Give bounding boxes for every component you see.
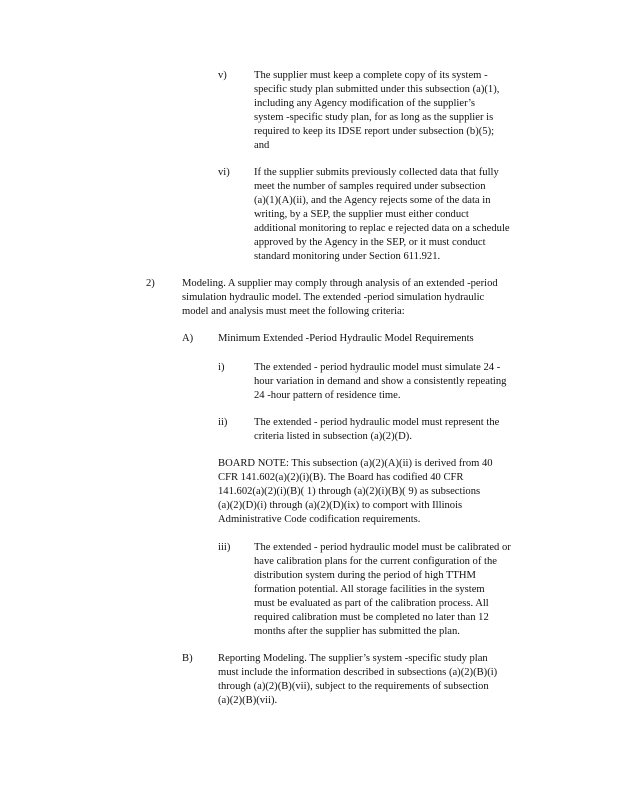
text-line: (a)(2)(B)(vii).: [218, 695, 278, 706]
text-line: required to keep its IDSE report under subsection (b)(5);: [254, 126, 495, 137]
item-label: v): [218, 70, 227, 81]
text-line: CFR 141.602(a)(2)(i)(B). The Board has codified 40 CFR: [218, 472, 464, 483]
text-line: (a)(1)(A)(ii), and the Agency rejects some of the data in: [254, 195, 491, 206]
item-label: i): [218, 362, 225, 373]
item-text: [218, 332, 474, 346]
text-line: writing, by a SEP, the supplier must either conduct: [254, 209, 469, 220]
text-line: and: [254, 140, 270, 151]
item-label: ii): [218, 417, 228, 428]
text-line: The extended - period hydraulic model must represent the: [254, 417, 500, 428]
text-line: hour variation in demand and show a consistently repeating: [254, 376, 507, 387]
text-line: meet the number of samples required under subsection: [254, 181, 486, 192]
text-line: months after the supplier has submitted the plan.: [254, 626, 460, 637]
text-line: must be evaluated as part of the calibration process. All: [254, 598, 489, 609]
board-note: [218, 457, 493, 527]
text-line: The extended - period hydraulic model must be calibrated or: [254, 542, 511, 553]
item-label: vi): [218, 167, 230, 178]
text-line: The supplier must keep a complete copy of its system -: [254, 70, 488, 81]
item-text: [254, 416, 499, 444]
item-text: [254, 361, 506, 403]
text-line: additional monitoring to replac e rejected data on a schedule: [254, 223, 510, 234]
item-label: A): [182, 333, 194, 344]
text-line: If the supplier submits previously collected data that fully: [254, 167, 499, 178]
text-line: distribution system during the period of high TTHM: [254, 570, 476, 581]
text-line: The extended - period hydraulic model must simulate 24 -: [254, 362, 501, 373]
text-line: BOARD NOTE: This subsection (a)(2)(A)(ii) is derived from 40: [218, 458, 493, 469]
text-line: specific study plan submitted under this subsection (a)(1),: [254, 84, 500, 95]
text-line: Minimum Extended -Period Hydraulic Model Requirements: [218, 333, 474, 344]
item-text: [182, 277, 498, 319]
text-line: 24 -hour pattern of residence time.: [254, 390, 401, 401]
item-text: [254, 166, 510, 264]
item-text: [254, 541, 511, 639]
text-line: Reporting Modeling. The supplier’s system -specific study plan: [218, 653, 488, 664]
item-label: 2): [146, 278, 155, 289]
text-line: including any Agency modification of the supplier’s: [254, 98, 476, 109]
text-line: system -specific study plan, for as long as the supplier is: [254, 112, 494, 123]
item-label: iii): [218, 542, 231, 553]
text-line: criteria listed in subsection (a)(2)(D).: [254, 431, 412, 442]
text-line: required calibration must be completed no later than 12: [254, 612, 489, 623]
text-line: approved by the Agency in the SEP, or it must conduct: [254, 237, 486, 248]
item-label: B): [182, 653, 193, 664]
text-line: have calibration plans for the current configuration of the: [254, 556, 497, 567]
text-line: (a)(2)(D)(i) through (a)(2)(D)(ix) to comport with Illinois: [218, 500, 463, 511]
text-line: model and analysis must meet the following criteria:: [182, 306, 405, 317]
item-text: [254, 69, 499, 153]
text-line: through (a)(2)(B)(vii), subject to the requirements of subsection: [218, 681, 489, 692]
text-line: Administrative Code codification requirements.: [218, 514, 421, 525]
text-line: formation potential. All storage facilities in the system: [254, 584, 485, 595]
text-line: Modeling. A supplier may comply through analysis of an extended -period: [182, 278, 498, 289]
text-line: standard monitoring under Section 611.921.: [254, 251, 441, 262]
item-text: [218, 652, 497, 708]
text-line: 141.602(a)(2)(i)(B)( 1) through (a)(2)(i)(B)( 9) as subsections: [218, 486, 481, 497]
text-line: simulation hydraulic model. The extended -period simulation hydraulic: [182, 292, 485, 303]
text-line: must include the information described in subsections (a)(2)(B)(i): [218, 667, 498, 678]
